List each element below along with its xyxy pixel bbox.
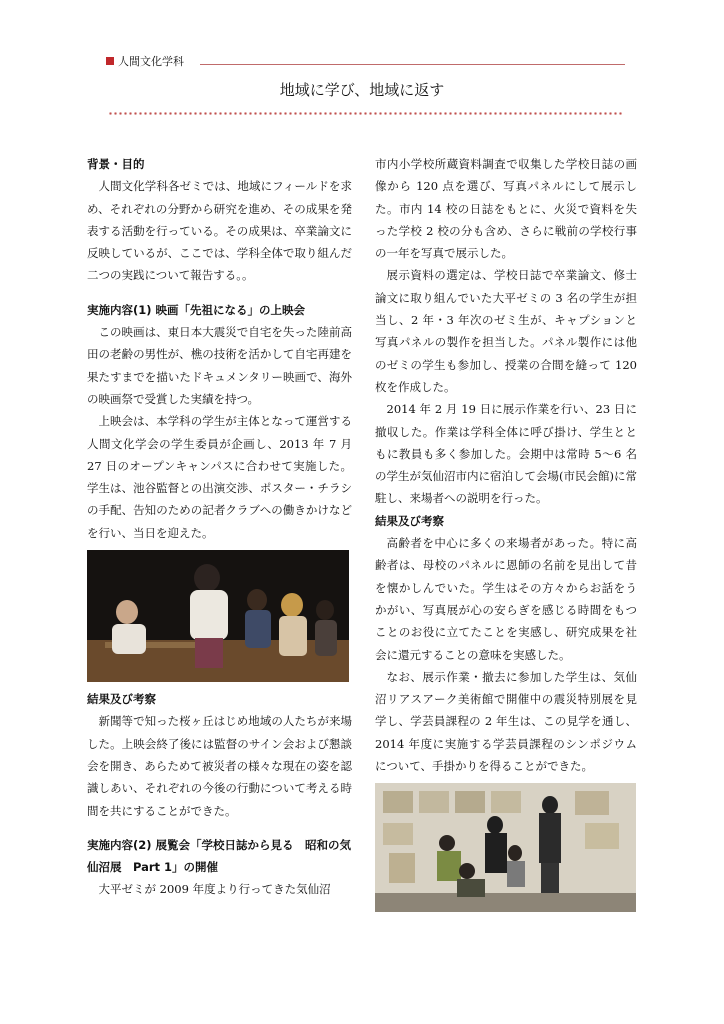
heading-results: 結果及び考察 xyxy=(375,513,444,528)
heading-results: 結果及び考察 xyxy=(87,692,156,707)
paragraph: 人間文化学科各ゼミでは、地域にフィールドを求め、それぞれの分野から研究を進め、その成果を発表する活動を行っている。その成果は、卒業論文に反映しているが、ここでは、学科全体で取り組んだ二つの実践について報告する。。 xyxy=(87,179,352,283)
paragraph: 新聞等で知った桜ヶ丘はじめ地域の人たちが来場した。上映会終了後には監督のサイン会および懇談会を開き、あらためて被災者の様々な現在の姿を認識しあい、それぞれの今後の行動について考える時間を共にすることができた。 xyxy=(87,714,352,818)
heading-screening: 実施内容(1) 映画「先祖になる」の上映会 xyxy=(87,302,306,317)
screening-photo xyxy=(87,550,349,682)
page-title: 地域に学び、地域に返す xyxy=(279,81,445,99)
heading-background: 背景・目的 xyxy=(87,157,145,171)
paragraph: 2014 年 2 月 19 日に展示作業を行い、23 日に撤収した。作業は学科全体に呼び掛け、学生とともに教員も多く参加した。会期中は常時 5～6 名の学生が気仙沼市内に宿泊して会場(市民会館)に常駐し、来場者への説明を行った。 xyxy=(375,402,637,506)
department-text: 人間文化学科 xyxy=(118,55,184,68)
paragraph: 大平ゼミが 2009 年度より行ってきた気仙沼 xyxy=(98,882,331,897)
header-rule xyxy=(200,64,625,65)
right-column xyxy=(375,153,637,918)
heading-exhibition: 実施内容(2) 展覧会「学校日誌から見る 昭和の気仙沼展 Part 1」の開催 xyxy=(87,837,352,875)
exhibition-photo xyxy=(375,783,636,912)
paragraph: なお、展示作業・撤去に参加した学生は、気仙沼リアスアーク美術館で開催中の震災特別展を見学し、学芸員課程の 2 年生は、この見学を通し、2014 年度に実施する学芸員課程のシンポジウムについて、手掛かりを得ることができた。 xyxy=(375,669,637,774)
dotted-divider xyxy=(108,112,622,115)
paragraph: この映画は、東日本大震災で自宅を失った陸前高田の老齢の男性が、樵の技術を活かして自宅再建を果たすまでを描いたドキュメンタリー映画で、海外の映画祭で受賞した実績を持つ。 xyxy=(87,325,352,406)
paragraph: 上映会は、本学科の学生が主体となって運営する人間文化学会の学生委員が企画し、2013 年 7 月 27 日のオープンキャンパスに合わせて実施した。学生は、池谷監督との出演交渉、ポスター・チラシの手配、告知のための記者クラブへの働きかけなどを行い、当日を迎えた。 xyxy=(87,414,352,540)
paragraph: 展示資料の選定は、学校日誌で卒業論文、修士論文に取り組んでいた大平ゼミの 3 名の学生が担当し、2 年・3 年次のゼミ生が、キャプションと写真パネルの製作を担当した。パネル製作には他のゼミの学生も参加し、授業の合間を縫って 120 枚を作成した。 xyxy=(375,268,637,394)
left-column xyxy=(87,153,352,901)
red-square-icon xyxy=(106,57,114,65)
paragraph: 高齢者を中心に多くの来場者があった。特に高齢者は、母校のパネルに恩師の名前を見出して昔を懐かしんでいた。学生はその方々からお話をうかがい、写真展が心の安らぎを感じる時間をもつことのお役に立てたことを実感し、研究成果を社会に還元することの意味を実感した。 xyxy=(375,536,637,662)
paragraph: 市内小学校所蔵資料調査で収集した学校日誌の画像から 120 点を選び、写真パネルにして展示した。市内 14 校の日誌をもとに、火災で資料を失った学校 2 校の分も含め、さらに戦前の学校行事の一年を写真で展示した。 xyxy=(375,157,637,261)
department-label xyxy=(106,53,184,69)
